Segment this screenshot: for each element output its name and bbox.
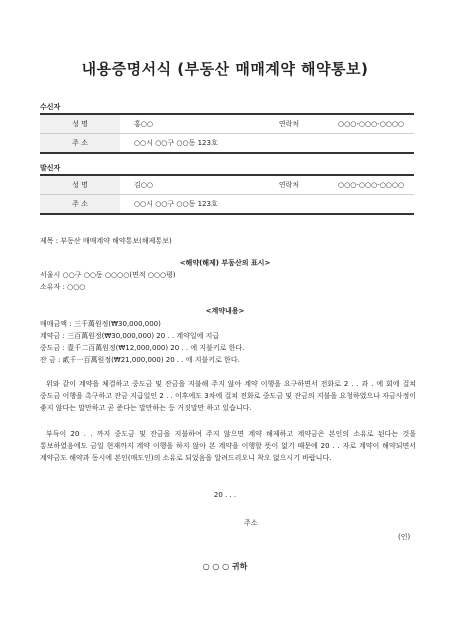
property-location: 서울시 ○○구 ○○동 ○○○○(면적 ○○○평) [40, 271, 176, 279]
recipient-address: ○○시 ○○구 ○○동 123호 [120, 134, 414, 154]
closing-address-label: 주소 [244, 519, 258, 527]
body-paragraph-1: 위와 같이 계약을 체결하고 중도금 및 잔금을 지불해 주지 않아 계약 이행을 요구하면서 전화로 2 . . 과 . 에 회에 걸쳐 중도금 이행을 촉구하고 잔금 지급일인 2 . . 이후에도 3차에 걸쳐 전화로 중도금 및 잔금의 지불을 요청하였으나 자금사정이 좋지 않다는 말만하고 곧 준다는 말만하는 등 거짓말만 하고 있습니다. [40, 380, 416, 412]
property-owner: 소유자 : ○○○ [40, 283, 86, 291]
contract-heading: <계약내용> [205, 307, 245, 315]
sender-table [40, 174, 414, 215]
contract-line-deposit: 계약금 : 三百萬원정(₩30,000,000) 20 . . 계약일에 지급 [40, 332, 220, 340]
sender-contact: ○○○-○○○-○○○○ [324, 175, 414, 195]
recipient-section-label: 수신자 [40, 103, 61, 111]
sender-contact-label: 연락처 [254, 175, 324, 195]
closing-date: 20 . . . [213, 491, 237, 499]
contract-line-balance: 잔 금 : 貳千一百萬원정(₩21,000,000) 20 . . 에 지불키로 한다. [40, 356, 240, 364]
recipient-name-label: 성 명 [40, 114, 120, 134]
sender-section-label: 발신자 [40, 164, 61, 172]
closing-seal: (인) [398, 533, 411, 541]
sender-address: ○○시 ○○구 ○○동 123호 [120, 195, 414, 215]
contract-line-price: 매매금액 : 三千萬원정(₩30,000,000) [40, 320, 161, 328]
sender-name-label: 성 명 [40, 175, 120, 195]
document-title: 내용증명서식 (부동산 매매계약 해약통보) [81, 60, 369, 78]
body-paragraph-2: 부득이 20 . . 까지 중도금 및 잔금을 지불하여 주지 않으면 계약 해제하고 계약금은 본인의 소유로 된다는 것을 통보하였음에도 금일 현재까지 계약 이행을 하지 않아 본 계약을 이행할 뜻이 없기 때문에 20 . . 자로 계약이 해약되면서 계약금도 해약과 동시에 본인(매도인)의 소유로 되었음을 알려드리오니 착오 없으시기 바랍니다. [40, 430, 416, 462]
contract-line-interim: 중도금 : 壹千二百萬원정(₩12,000,000) 20 . . 에 지불키로 한다. [40, 344, 245, 352]
recipient-contact-label: 연락처 [254, 114, 324, 134]
sender-name: 김○○ [120, 175, 254, 195]
recipient-table [40, 113, 414, 154]
recipient-contact: ○○○-○○○-○○○○ [324, 114, 414, 134]
recipient-address-label: 주 소 [40, 134, 120, 154]
subject-line: 제목 : 부동산 매매계약 해약통보(해제통보) [40, 237, 172, 245]
recipient-name: 홍○○ [120, 114, 254, 134]
property-heading: <해약(해제) 부동산의 표시> [179, 259, 271, 267]
closing-addressee: ○ ○ ○ 귀하 [202, 562, 248, 571]
sender-address-label: 주 소 [40, 195, 120, 215]
